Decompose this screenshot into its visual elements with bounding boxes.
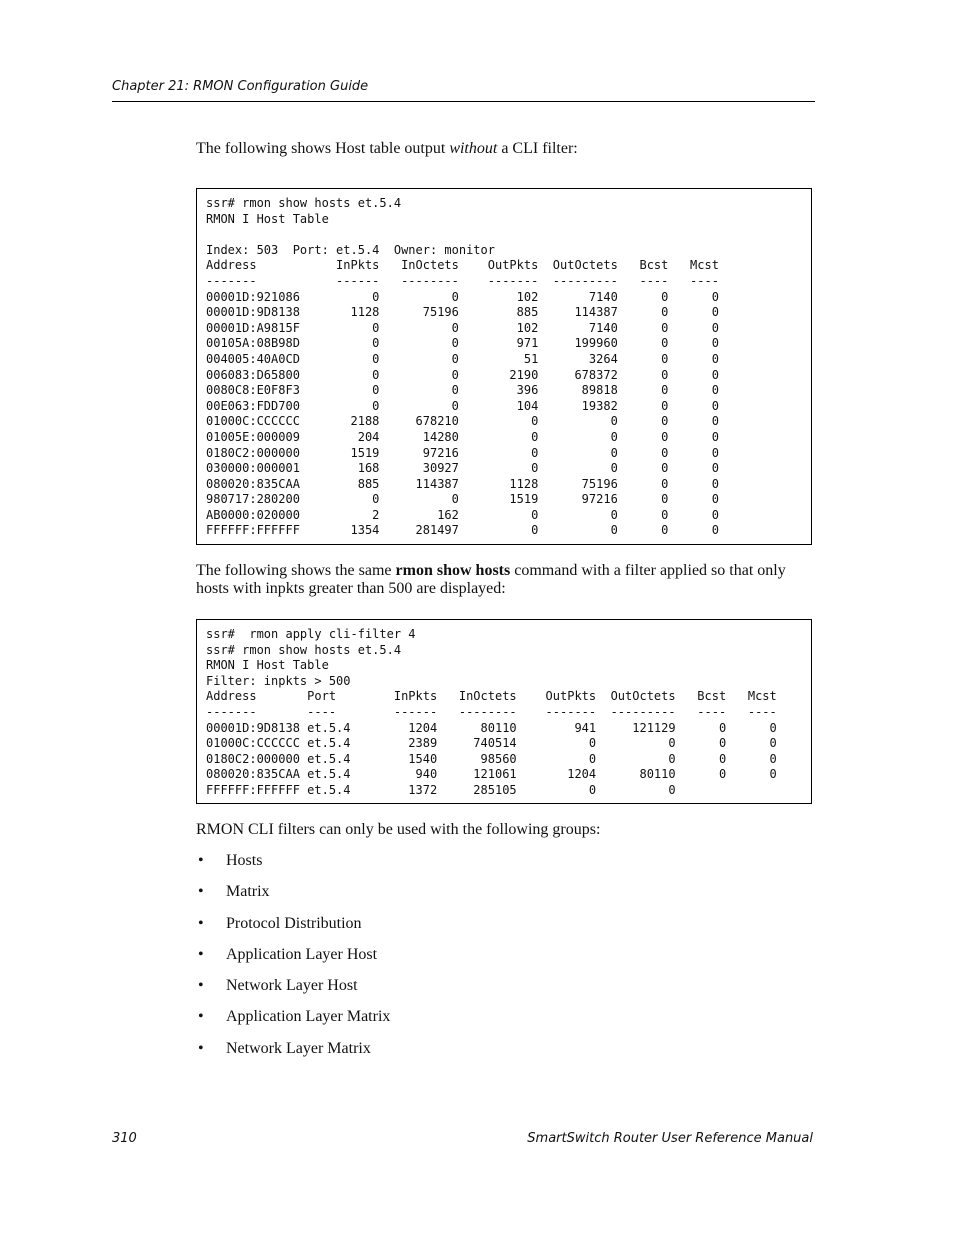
bullet-marker: • (198, 1039, 204, 1057)
page-number: 310 (112, 1131, 137, 1146)
intro-text-after: a CLI filter: (497, 140, 578, 157)
chapter-title: Chapter 21: RMON Configuration Guide (112, 79, 369, 94)
group-name: Network Layer Matrix (226, 1039, 371, 1057)
command-name: rmon show hosts (395, 562, 511, 579)
group-list-item (196, 914, 390, 945)
group-list-item (196, 882, 390, 913)
bullet-marker: • (198, 977, 204, 995)
group-name: Network Layer Host (226, 977, 358, 995)
groups-intro-paragraph: RMON CLI filters can only be used with the following groups: (196, 821, 601, 838)
filter-text-before: The following shows the same (196, 562, 396, 579)
intro-paragraph (196, 140, 814, 158)
bullet-marker: • (198, 883, 204, 901)
group-list-item (196, 851, 390, 882)
group-name: Protocol Distribution (226, 914, 362, 932)
filter-text-after: command with a filter applied so that only hosts with inpkts greater than 500 are displayed: (196, 562, 786, 597)
code-block-filtered-host-table (196, 619, 812, 804)
bullet-marker: • (198, 1008, 204, 1026)
group-list-item (196, 945, 390, 976)
filter-description-paragraph (196, 562, 814, 598)
group-name: Application Layer Host (226, 945, 378, 963)
running-header (112, 79, 815, 102)
bullet-marker: • (198, 852, 204, 869)
group-list-item (196, 1039, 390, 1070)
code-block-filtered-host-table-text: ssr# rmon apply cli-filter 4 ssr# rmon show hosts et.5.4 RMON I Host Table Filter: inpkts > 500 Address Port InPkts InOctets OutPkts OutOctets Bcst Mcst ------- ---- ------ -------- ------- --------- ---- ---- 00001D:9D8138 et.5.4 1204 80110 941 121129 0 0 01000C:CCCCCC et.5.4 2389 740514 0 0 0 0 0180C2:000000 et.5.4 1540 98560 0 0 0 0 080020:835CAA et.5.4 940 121061 1204 80110 0 0 FFFFFF:FFFFFF et.5.4 1372 285105 0 0 (206, 627, 777, 797)
manual-title: SmartSwitch Router User Reference Manual (527, 1131, 813, 1146)
group-list-item (196, 1007, 390, 1038)
code-block-host-table-text: ssr# rmon show hosts et.5.4 RMON I Host Table Index: 503 Port: et.5.4 Owner: monitor Address InPkts InOctets OutPkts OutOctets Bcst Mcst ------- ------ -------- ------- --------- ---- ---- 00001D:921086 0 0 102 7140 0 0 00001D:9D8138 1128 75196 885 114387 0 0 00001D:A9815F 0 0 102 7140 0 0 00105A:08B98D 0 0 971 199960 0 0 004005:40A0CD 0 0 51 3264 0 0 006083:D65800 0 0 2190 678372 0 0 0080C8:E0F8F3 0 0 396 89818 0 0 00E063:FDD700 0 0 104 19382 0 0 01000C:CCCCCC 2188 678210 0 0 0 0 01005E:000009 204 14280 0 0 0 0 0180C2:000000 1519 97216 0 0 0 0 030000:000001 168 30927 0 0 0 0 080020:835CAA 885 114387 1128 75196 0 0 980717:280200 0 0 1519 97216 0 0 AB0000:020000 2 162 0 0 0 0 FFFFFF:FFFFFF 1354 281497 0 0 0 0 (206, 196, 719, 538)
bullet-marker: • (198, 914, 204, 932)
code-block-host-table (196, 188, 812, 545)
intro-text-before: The following shows Host table output (196, 140, 450, 157)
groups-list (196, 851, 390, 1070)
group-name: Application Layer Matrix (226, 1008, 391, 1026)
group-name: Matrix (226, 883, 270, 901)
group-list-item (196, 976, 390, 1007)
group-name: Hosts (226, 852, 263, 869)
bullet-marker: • (198, 945, 204, 963)
intro-emphasis: without (449, 140, 498, 157)
